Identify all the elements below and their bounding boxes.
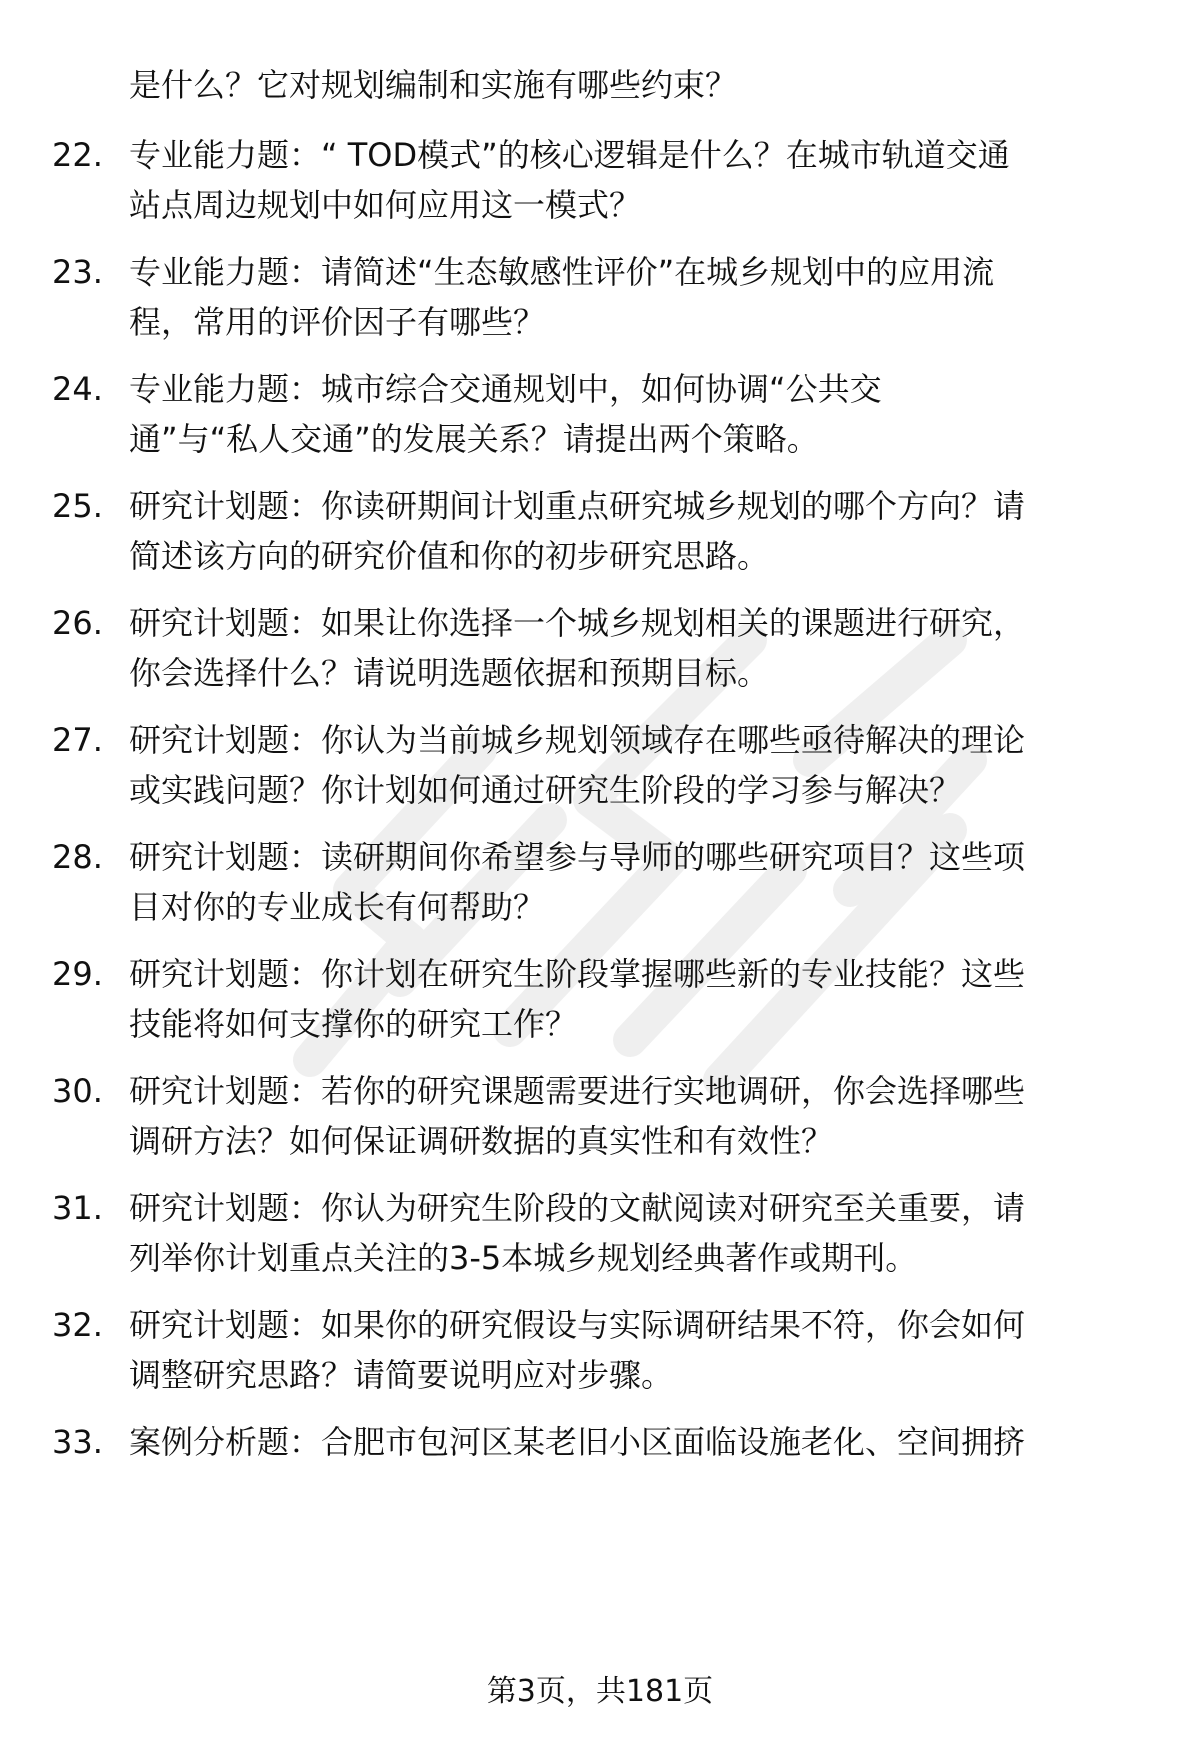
question-text — [129, 247, 1169, 347]
question-line: 案例分析题：合肥市包河区某老旧小区面临设施老化、空间拥挤 — [129, 1423, 1026, 1461]
question-text — [129, 364, 1169, 464]
question-text — [129, 949, 1169, 1049]
question-line: 简述该方向的研究价值和你的初步研究思路。 — [129, 537, 770, 575]
question-number: 33. — [52, 1423, 103, 1461]
question-text — [129, 598, 1169, 698]
question-line: 研究计划题：如果你的研究假设与实际调研结果不符，你会如何 — [129, 1306, 1026, 1344]
question-number: 26. — [52, 604, 103, 642]
question-line: 研究计划题：你计划在研究生阶段掌握哪些新的专业技能？这些 — [129, 955, 1026, 993]
question-text — [129, 1300, 1169, 1400]
question-number: 27. — [52, 721, 103, 759]
question-line: 程，常用的评价因子有哪些？ — [129, 303, 546, 341]
question-line: 站点周边规划中如何应用这一模式？ — [129, 186, 642, 224]
question-number: 29. — [52, 955, 103, 993]
question-number: 30. — [52, 1072, 103, 1110]
question-line: 研究计划题：读研期间你希望参与导师的哪些研究项目？这些项 — [129, 838, 1026, 876]
question-line: 列举你计划重点关注的3-5本城乡规划经典著作或期刊。 — [129, 1239, 918, 1277]
question-line: 专业能力题：请简述“生态敏感性评价”在城乡规划中的应用流 — [129, 253, 995, 291]
question-text — [129, 130, 1169, 230]
question-line: 目对你的专业成长有何帮助？ — [129, 888, 546, 926]
continuation-text: 是什么？它对规划编制和实施有哪些约束？ — [129, 66, 738, 104]
question-line: 调研方法？如何保证调研数据的真实性和有效性？ — [129, 1122, 834, 1160]
question-line: 通”与“私人交通”的发展关系？请提出两个策略。 — [129, 420, 819, 458]
question-number: 22. — [52, 136, 103, 174]
question-line: 研究计划题：你读研期间计划重点研究城乡规划的哪个方向？请 — [129, 487, 1026, 525]
question-line: 你会选择什么？请说明选题依据和预期目标。 — [129, 654, 770, 692]
question-text — [129, 1066, 1169, 1166]
question-line: 调整研究思路？请简要说明应对步骤。 — [129, 1356, 674, 1394]
question-line: 研究计划题：你认为研究生阶段的文献阅读对研究至关重要，请 — [129, 1189, 1026, 1227]
question-line: 专业能力题：城市综合交通规划中，如何协调“公共交 — [129, 370, 882, 408]
question-number: 24. — [52, 370, 103, 408]
question-line: 或实践问题？你计划如何通过研究生阶段的学习参与解决？ — [129, 771, 962, 809]
question-number: 32. — [52, 1306, 103, 1344]
question-line: 研究计划题：如果让你选择一个城乡规划相关的课题进行研究， — [129, 604, 1026, 642]
question-line: 专业能力题：“ TOD模式”的核心逻辑是什么？在城市轨道交通 — [129, 136, 1010, 174]
question-text — [129, 832, 1169, 932]
question-text — [129, 715, 1169, 815]
question-line: 研究计划题：若你的研究课题需要进行实地调研，你会选择哪些 — [129, 1072, 1026, 1110]
question-text — [129, 1183, 1169, 1283]
question-number: 28. — [52, 838, 103, 876]
question-text — [129, 1417, 1169, 1467]
question-line: 技能将如何支撑你的研究工作？ — [129, 1005, 578, 1043]
page-footer: 第3页，共181页 — [486, 1674, 714, 1709]
question-text — [129, 481, 1169, 581]
question-number: 23. — [52, 253, 103, 291]
question-line: 研究计划题：你认为当前城乡规划领域存在哪些亟待解决的理论 — [129, 721, 1026, 759]
question-number: 31. — [52, 1189, 103, 1227]
question-number: 25. — [52, 487, 103, 525]
